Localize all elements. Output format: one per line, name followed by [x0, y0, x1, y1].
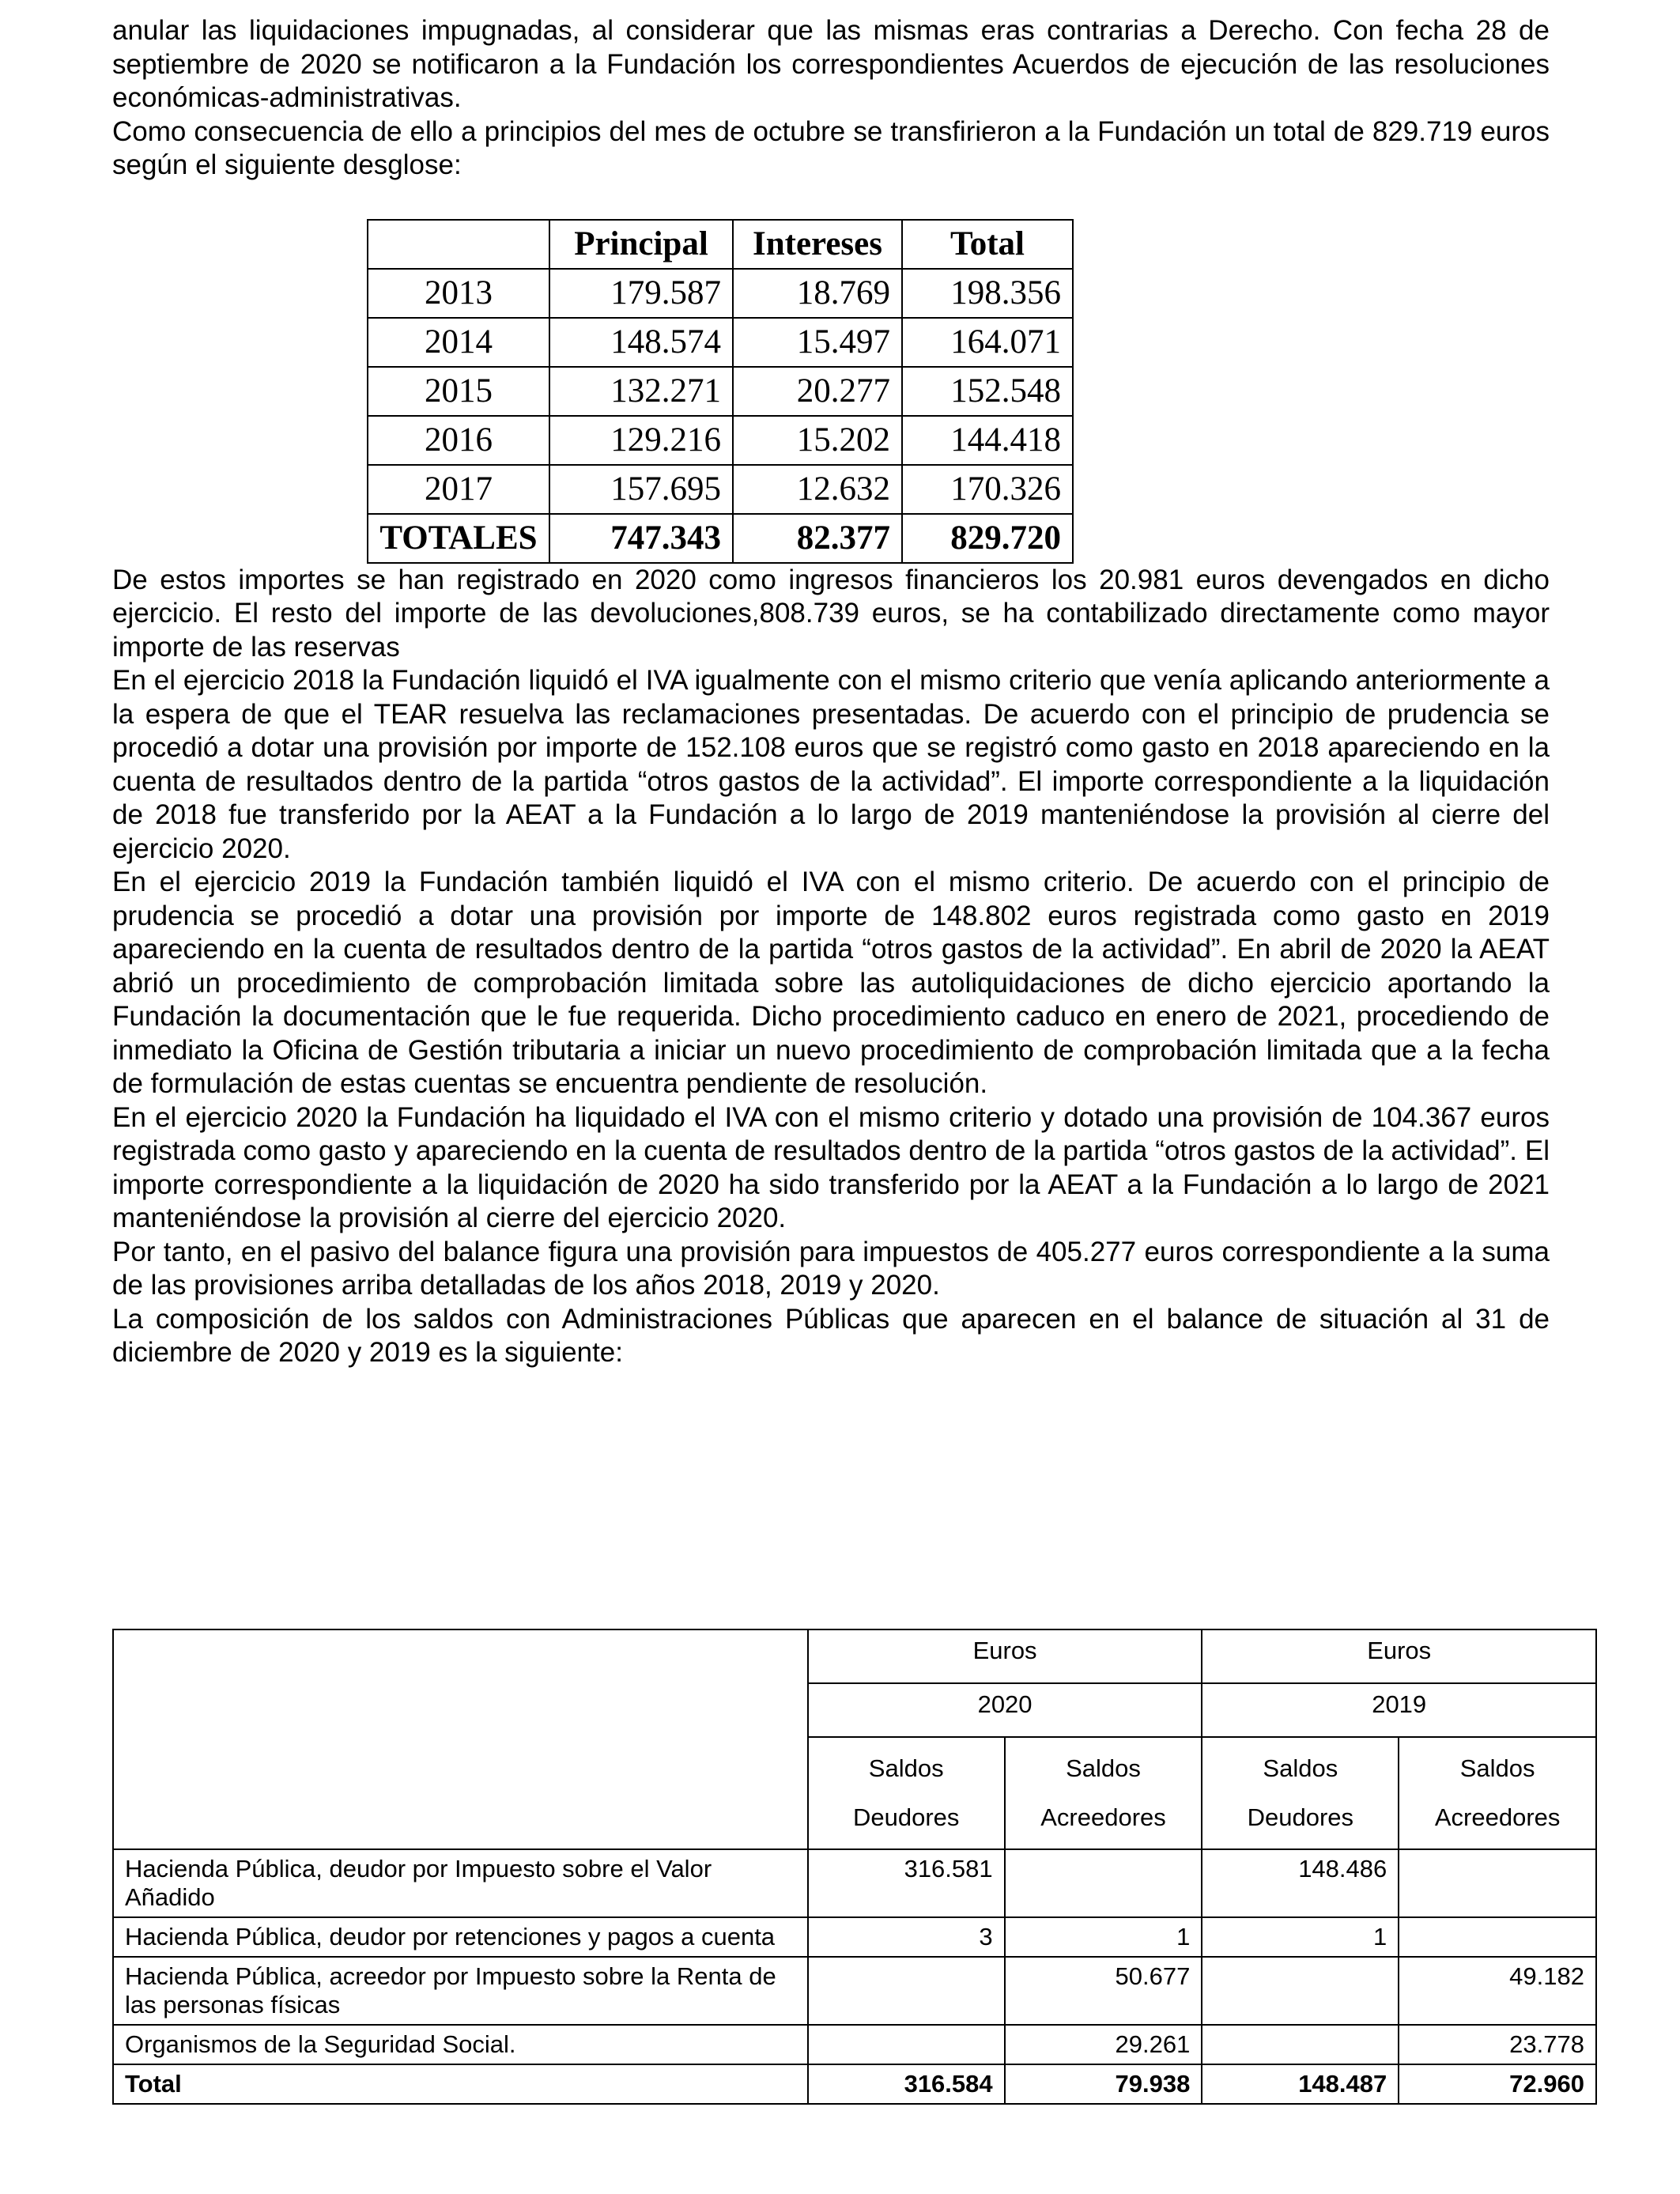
- table-row: [113, 1849, 1596, 1917]
- header-line: Deudores: [852, 1803, 960, 1831]
- table-header-cell: [1005, 1737, 1202, 1849]
- public-administrations-balances-table: [112, 1629, 1597, 2105]
- table-cell: 129.216: [549, 416, 733, 465]
- table-row: [368, 465, 1073, 514]
- table-header-empty-cell: [113, 1629, 808, 1849]
- table-cell: 148.487: [1202, 2064, 1399, 2104]
- table-header-cell: 2019: [1202, 1683, 1596, 1737]
- table-cell: [1399, 1849, 1596, 1917]
- paragraph-8: La composición de los saldos con Administraciones Públicas que aparecen en el balance de situación al 31 de diciembre de 2020 y 2019 es la siguiente:: [112, 1303, 1550, 1368]
- table-cell: 82.377: [733, 514, 902, 563]
- table-cell: 29.261: [1005, 2025, 1202, 2064]
- row-label: Hacienda Pública, deudor por retenciones y pagos a cuenta: [113, 1917, 808, 1957]
- header-line: Saldos: [868, 1754, 944, 1782]
- row-label: Hacienda Pública, acreedor por Impuesto sobre la Renta de las personas físicas: [113, 1957, 808, 2025]
- table-cell: 198.356: [902, 269, 1073, 318]
- table-cell: 18.769: [733, 269, 902, 318]
- table-cell: 2016: [368, 416, 549, 465]
- table-header-row: [113, 1629, 1596, 1683]
- table-cell: 1: [1202, 1917, 1399, 1957]
- header-line: Acreedores: [1434, 1803, 1561, 1831]
- table-cell: [1005, 1849, 1202, 1917]
- paragraph-2: Como consecuencia de ello a principios del mes de octubre se transfirieron a la Fundación un total de 829.719 euros según el siguiente desglose:: [112, 115, 1550, 180]
- table-header-cell: 2020: [808, 1683, 1202, 1737]
- paragraph-6: En el ejercicio 2020 la Fundación ha liquidado el IVA con el mismo criterio y dotado una provisión de 104.367 euros registrada como gasto y apareciendo en la cuenta de resultados dentro de la partida “otros gastos de la actividad”. El importe correspondiente a la liquidación de 2020 ha sido transferido por la AEAT a la Fundación a lo largo de 2021 manteniéndose la provisión al cierre del ejercicio 2020.: [112, 1101, 1550, 1233]
- table-row: [368, 318, 1073, 367]
- table-cell: 829.720: [902, 514, 1073, 563]
- refund-breakdown-table: [367, 219, 1074, 564]
- table-header-row: [368, 220, 1073, 269]
- table-cell: 148.574: [549, 318, 733, 367]
- table-header-cell: Total: [902, 220, 1073, 269]
- row-label: Hacienda Pública, deudor por Impuesto sobre el Valor Añadido: [113, 1849, 808, 1917]
- table-cell: 179.587: [549, 269, 733, 318]
- table-cell: 15.497: [733, 318, 902, 367]
- table-cell: 3: [808, 1917, 1005, 1957]
- table-cell: TOTALES: [368, 514, 549, 563]
- table-cell: [808, 1957, 1005, 2025]
- table-cell: [808, 2025, 1005, 2064]
- row-label: Total: [113, 2064, 808, 2104]
- table-cell: 2014: [368, 318, 549, 367]
- table-row: [368, 416, 1073, 465]
- table-cell: 15.202: [733, 416, 902, 465]
- table-cell: 316.584: [808, 2064, 1005, 2104]
- paragraph-3: De estos importes se han registrado en 2020 como ingresos financieros los 20.981 euros devengados en dicho ejercicio. El resto del importe de las devoluciones,808.739 euros, se ha contabilizado directamente como mayor importe de las reservas: [112, 564, 1550, 663]
- table-cell: 157.695: [549, 465, 733, 514]
- table-cell: 164.071: [902, 318, 1073, 367]
- table-cell: 132.271: [549, 367, 733, 416]
- paragraph-4: En el ejercicio 2018 la Fundación liquidó el IVA igualmente con el mismo criterio que venía aplicando anteriormente a la espera de que el TEAR resuelva las reclamaciones presentadas. De acuerdo con el principio de prudencia se procedió a dotar una provisión por importe de 152.108 euros que se registró como gasto en 2018 apareciendo en la cuenta de resultados dentro de la partida “otros gastos de la actividad”. El importe correspondiente a la liquidación de 2018 fue transferido por la AEAT a la Fundación a lo largo de 2019 manteniéndose la provisión al cierre del ejercicio 2020.: [112, 665, 1550, 864]
- table-total-row: [113, 2064, 1596, 2104]
- table-row: [113, 2025, 1596, 2064]
- table-header-cell: Principal: [549, 220, 733, 269]
- header-line: Saldos: [1066, 1754, 1141, 1782]
- table-cell: 72.960: [1399, 2064, 1596, 2104]
- table-cell: 148.486: [1202, 1849, 1399, 1917]
- table-row: [113, 1917, 1596, 1957]
- table-header-cell: [808, 1737, 1005, 1849]
- paragraph-1: anular las liquidaciones impugnadas, al considerar que las mismas eras contrarias a Derecho. Con fecha 28 de septiembre de 2020 se notificaron a la Fundación los correspondientes Acuerdos de ejecución de las resoluciones económicas-administrativas.: [112, 15, 1550, 113]
- table-row: [368, 367, 1073, 416]
- table-cell: 747.343: [549, 514, 733, 563]
- table-header-cell: [1399, 1737, 1596, 1849]
- table-cell: 152.548: [902, 367, 1073, 416]
- table-cell: 12.632: [733, 465, 902, 514]
- table-cell: [1202, 2025, 1399, 2064]
- table-row: [113, 1957, 1596, 2025]
- row-label: Organismos de la Seguridad Social.: [113, 2025, 808, 2064]
- header-line: Deudores: [1247, 1803, 1354, 1831]
- table-header-cell: Euros: [808, 1629, 1202, 1683]
- document-page: [112, 14, 1550, 1370]
- table-cell: 316.581: [808, 1849, 1005, 1917]
- table-cell: 2013: [368, 269, 549, 318]
- table-header-cell: [368, 220, 549, 269]
- paragraph-7: Por tanto, en el pasivo del balance figura una provisión para impuestos de 405.277 euros correspondiente a la suma de las provisiones arriba detalladas de los años 2018, 2019 y 2020.: [112, 1236, 1550, 1301]
- table-cell: 144.418: [902, 416, 1073, 465]
- table-cell: 79.938: [1005, 2064, 1202, 2104]
- table-cell: [1399, 1917, 1596, 1957]
- table-cell: 2015: [368, 367, 549, 416]
- table-cell: 1: [1005, 1917, 1202, 1957]
- header-line: Acreedores: [1040, 1803, 1166, 1831]
- table-header-cell: Intereses: [733, 220, 902, 269]
- table-cell: 50.677: [1005, 1957, 1202, 2025]
- table-cell: 2017: [368, 465, 549, 514]
- header-line: Saldos: [1459, 1754, 1535, 1782]
- table-cell: 170.326: [902, 465, 1073, 514]
- table-row: [368, 269, 1073, 318]
- paragraph-5: En el ejercicio 2019 la Fundación también liquidó el IVA con el mismo criterio. De acuerdo con el principio de prudencia se procedió a dotar una provisión por importe de 148.802 euros registrada como gasto en 2019 apareciendo en la cuenta de resultados dentro de la partida “otros gastos de la actividad”. En abril de 2020 la AEAT abrió un procedimiento de comprobación limitada sobre las autoliquidaciones de dicho ejercicio aportando la Fundación la documentación que le fue requerida. Dicho procedimiento caduco en enero de 2021, procediendo de inmediato la Oficina de Gestión tributaria a iniciar un nuevo procedimiento de comprobación limitada que a la fecha de formulación de estas cuentas se encuentra pendiente de resolución.: [112, 867, 1550, 1099]
- header-line: Saldos: [1263, 1754, 1338, 1782]
- table-cell: 49.182: [1399, 1957, 1596, 2025]
- table-total-row: [368, 514, 1073, 563]
- table-cell: 20.277: [733, 367, 902, 416]
- table-cell: 23.778: [1399, 2025, 1596, 2064]
- table-header-cell: [1202, 1737, 1399, 1849]
- table-header-cell: Euros: [1202, 1629, 1596, 1683]
- table-cell: [1202, 1957, 1399, 2025]
